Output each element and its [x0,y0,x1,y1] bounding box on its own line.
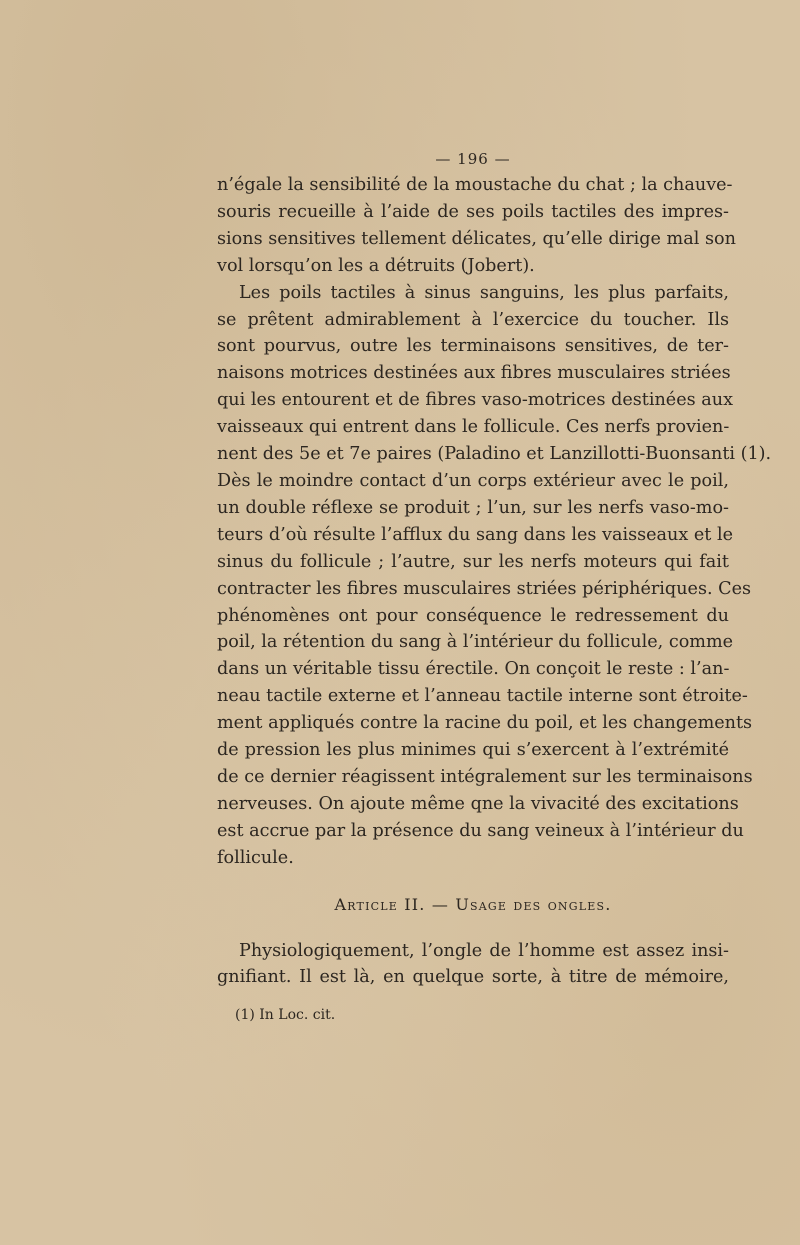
paragraph-2-line: phénomènes ont pour conséquence le redressement du [217,605,729,626]
paragraph-1-line: vol lorsqu’on les a détruits (Jobert). [217,255,535,276]
paragraph-2-line: neau tactile externe et l’anneau tactile interne sont étroite- [217,686,748,707]
paragraph-2-line: est accrue par la présence du sang veineux à l’intérieur du [217,820,744,841]
text-block [217,146,772,1025]
paragraph-2-line: de ce dernier réagissent intégralement sur les terminaisons [217,766,753,787]
paragraph-2-line: se prêtent admirablement à l’exercice du toucher. Ils [217,309,729,330]
paragraph-2-line: vaisseaux qui entrent dans le follicule. Ces nerfs provien- [217,417,730,438]
paragraph-3-line: gnifiant. Il est là, en quelque sorte, à titre de mémoire, [217,967,729,988]
paragraph-2 [217,280,772,872]
paragraph-2-line: qui les entourent et de fibres vaso-motrices destinées aux [217,390,733,411]
paragraph-2-line: un double réflexe se produit ; l’un, sur les nerfs vaso-mo- [217,497,729,518]
paragraph-2-line: sinus du follicule ; l’autre, sur les nerfs moteurs qui fait [217,551,729,572]
paragraph-2-line: nerveuses. On ajoute même qne la vivacité des excitations [217,793,739,814]
paragraph-3-line: Physiologiquement, l’ongle de l’homme est assez insi- [239,940,729,961]
paragraph-2-line: Les poils tactiles à sinus sanguins, les plus parfaits, [239,282,729,303]
paragraph-2-line: sont pourvus, outre les terminaisons sensitives, de ter- [217,336,729,357]
paragraph-2-line: naisons motrices destinées aux fibres musculaires striées [217,363,731,384]
section-heading: Article II. — Usage des ongles. [334,894,612,914]
paragraph-1-line: souris recueille à l’aide de ses poils tactiles des impres- [217,201,729,222]
paragraph-2-line: poil, la rétention du sang à l’intérieur du follicule, comme [217,632,734,653]
paragraph-1-line: sions sensitives tellement délicates, qu’elle dirige mal son [217,228,736,249]
paragraph-1 [217,172,736,280]
paragraph-2-line: contracter les fibres musculaires striées périphériques. Ces [217,578,752,599]
paragraph-2-line: follicule. [217,847,294,868]
paragraph-2-line: nent des 5e et 7e paires (Paladino et Lanzillotti-Buonsanti (1). [217,444,772,465]
paragraph-2-line: dans un véritable tissu érectile. On conçoit le reste : l’an- [217,659,730,680]
paragraph-2-line: teurs d’où résulte l’afflux du sang dans les vaisseaux et le [217,524,734,545]
paragraph-2-line: de pression les plus minimes qui s’exercent à l’extrémité [217,740,729,761]
paragraph-1-line: n’égale la sensibilité de la moustache du chat ; la chauve- [217,175,733,195]
paragraph-3 [217,938,729,992]
footnote: (1) In Loc. cit. [235,1007,336,1024]
paragraph-2-line: ment appliqués contre la racine du poil, et les changements [217,713,753,734]
page-number: — 196 — [435,150,511,168]
paragraph-2-line: Dès le moindre contact d’un corps extérieur avec le poil, [217,470,729,491]
